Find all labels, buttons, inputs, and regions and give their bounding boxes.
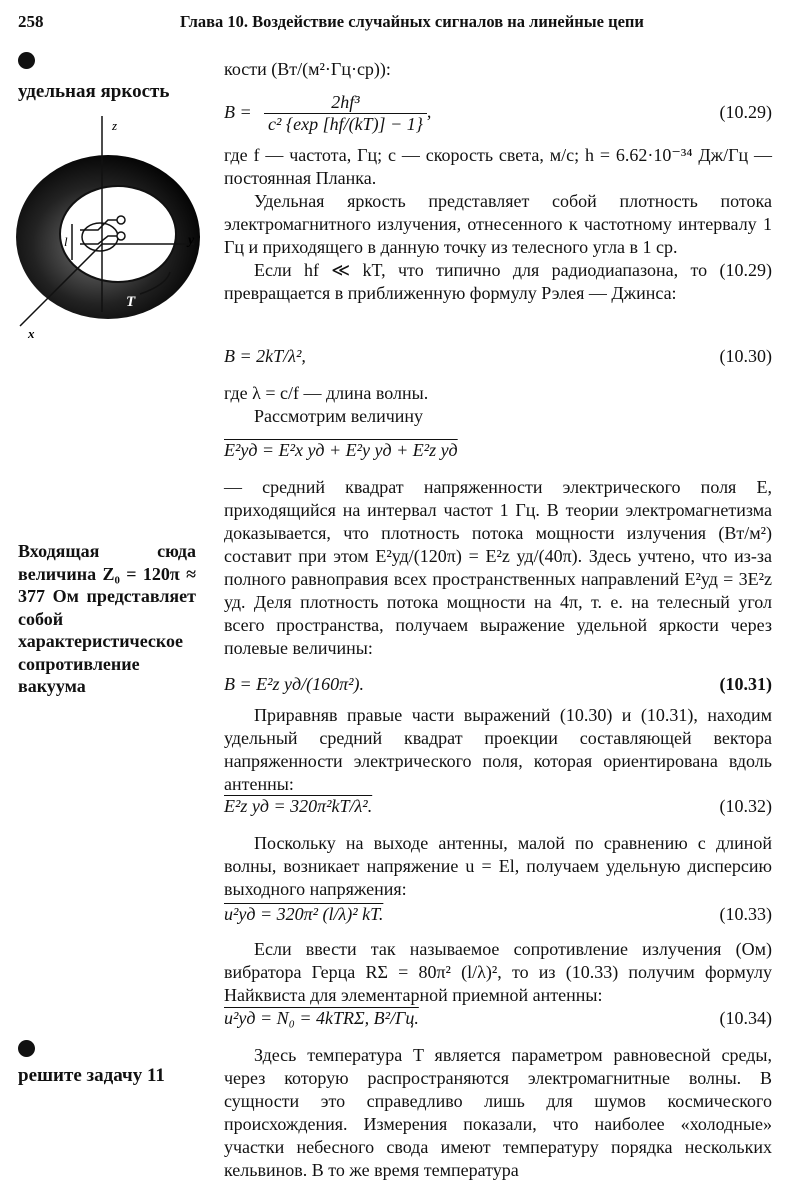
equation-10-29 <box>224 92 772 136</box>
length-label: l <box>64 234 68 249</box>
equation-number: (10.33) <box>719 904 772 924</box>
paragraph-block-5 <box>224 832 772 901</box>
paragraph-text: Удельная яркость представляет собой плотность потока электромагнитного излучения, отнесенного к частотному интервалу 1 Гц и приходящего в данную точку из телесного угла в 1 ср. <box>224 191 772 257</box>
paragraph-text: Рассмотрим величину <box>254 406 424 426</box>
antenna-figure <box>8 112 214 344</box>
paragraph-block-6 <box>224 938 772 1007</box>
equation-number: (10.34) <box>719 1008 772 1028</box>
paragraph-block-1 <box>224 144 772 305</box>
equation-denominator: c² {exp [hf/(kT)] − 1} <box>268 114 423 134</box>
paragraph-block-7 <box>224 1044 772 1182</box>
paragraph-text: Если ввести так называемое сопротивление излучения (Ом) вибратора Герца RΣ = 80π² (l/λ)², то из (10.33) получим формулу Найквиста для элементарной приемной антенны: <box>224 939 772 1005</box>
equation-expression: B = 2kT/λ², <box>224 346 306 366</box>
paragraph-text: Приравняв правые части выражений (10.30) и (10.31), находим удельный средний квадрат проекции составляющей вектора напряженности электрического поля, которая ориентирована вдоль антенны: <box>224 705 772 794</box>
paragraph-text: Здесь температура T является параметром равновесной среды, через которую распространяются электромагнитные волны. В сущности это справедливо лишь для шумов космического происхождения. Измерения показали, что наиболее «холодные» участки небесного свода имеют температуру порядка нескольких кельвинов. В то же время температура <box>224 1045 772 1180</box>
paragraph-text: — средний квадрат напряженности электрического поля E, приходящийся на интервал частот 1 Гц. В теории электромагнетизма доказывается, что плотность потока мощности излучения (Вт/м²) составит при этом E²уд/(120π) = E²z уд/(40π). Здесь учтено, что из-за полного равноправия всех пространственных направлений E²уд = 3E²z уд. Деля плотность потока мощности на 4π, т. е. на телесный угол всего пространства, получаем выражение удельной яркости через полевые величины: <box>224 477 772 658</box>
paragraph-text: кости (Вт/(м²·Гц·ср)): <box>224 59 391 79</box>
bullet-icon <box>18 52 35 69</box>
axis-z-label: z <box>112 118 118 133</box>
equation-tail: , <box>426 101 432 122</box>
page-number: 258 <box>18 12 44 31</box>
running-header: Глава 10. Воздействие случайных сигналов на линейные цепи <box>180 12 644 31</box>
equation-expression: B = E²z уд/(160π²). <box>224 674 364 694</box>
equation-expression: E²z уд = 320π²kT/λ². <box>224 796 373 816</box>
equation-expression: u²уд = N₀ = 4kTRΣ, В²/Гц. <box>224 1008 419 1028</box>
axis-y-label: y <box>188 233 195 248</box>
equation-number: (10.29) <box>719 102 772 122</box>
equation-expression: E²уд = E²x уд + E²y уд + E²z уд <box>224 440 458 460</box>
terminal-icon <box>117 232 125 240</box>
paragraph <box>224 58 772 81</box>
equation-10-33 <box>224 904 772 930</box>
bullet-icon <box>18 1040 35 1057</box>
equation-lhs: B = <box>224 102 252 122</box>
equation-sum <box>224 440 772 466</box>
paragraph-block-2 <box>224 382 772 428</box>
equation-numerator: 2hf³ <box>264 92 427 114</box>
sidebar-note-vacuum-impedance: Входящая сюда величина Z₀ = 120π ≈ 377 Ом представляет собой характеристическое сопротивление вакуума <box>18 541 196 696</box>
paragraph-block-4 <box>224 704 772 796</box>
paragraph-block-3 <box>224 476 772 660</box>
equation-10-31 <box>224 674 772 700</box>
paragraph-text: где f — частота, Гц; c — скорость света, м/с; h = 6.62·10⁻³⁴ Дж/Гц — постоянная Планка. <box>224 145 772 188</box>
sidebar-label-brightness: удельная яркость <box>18 81 170 102</box>
equation-10-30 <box>224 346 772 372</box>
paragraph-text: Если hf ≪ kT, что типично для радиодиапазона, то (10.29) превращается в приближенную формулу Рэлея — Джинса: <box>224 260 772 303</box>
equation-number: (10.31) <box>719 674 772 694</box>
equation-expression: u²уд = 320π² (l/λ)² kT. <box>224 904 384 924</box>
paragraph-text: где λ = c/f — длина волны. <box>224 383 429 403</box>
equation-number: (10.32) <box>719 796 772 816</box>
terminal-icon <box>117 216 125 224</box>
equation-10-32 <box>224 796 772 822</box>
equation-10-34 <box>224 1008 772 1034</box>
paragraph-text: Поскольку на выходе антенны, малой по сравнению с длиной волны, возникает напряжение u = El, получаем удельную дисперсию выходного напряжения: <box>224 833 772 899</box>
axis-x-label: x <box>28 326 35 341</box>
equation-number: (10.30) <box>719 346 772 366</box>
sidebar-label-task: решите задачу 11 <box>18 1065 165 1086</box>
temperature-label: T <box>126 294 136 310</box>
